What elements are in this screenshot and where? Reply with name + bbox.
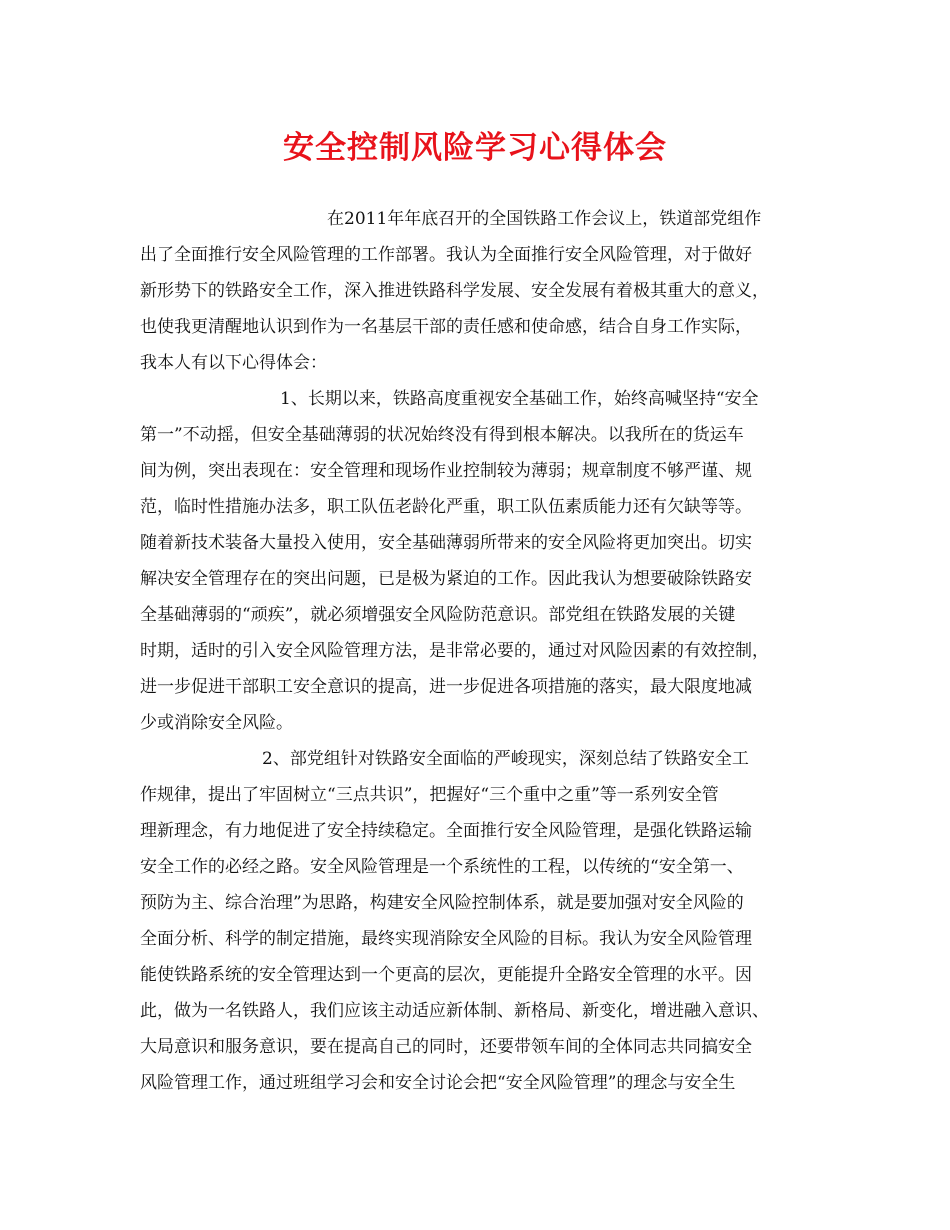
- paragraph-3-line-6: 全面分析、科学的制定措施，最终实现消除安全风险的目标。我认为安全风险管理: [140, 929, 752, 949]
- paragraph-2-line-4: 范，临时性措施办法多，职工队伍老龄化严重，职工队伍素质能力还有欠缺等等。: [140, 497, 752, 517]
- paragraph-3-line-3: 理新理念，有力地促进了安全持续稳定。全面推行安全风险管理，是强化铁路运输: [140, 821, 752, 841]
- paragraph-2-line-5: 随着新技术装备大量投入使用，安全基础薄弱所带来的安全风险将更加突出。切实: [140, 533, 752, 553]
- document-title: 安全控制风险学习心得体会: [283, 130, 667, 166]
- paragraph-1-line-4: 也使我更清醒地认识到作为一名基层干部的责任感和使命感，结合自身工作实际，: [140, 317, 752, 337]
- paragraph-1-line-2: 出了全面推行安全风险管理的工作部署。我认为全面推行安全风险管理，对于做好: [140, 245, 752, 265]
- paragraph-2-line-6: 解决安全管理存在的突出问题，已是极为紧迫的工作。因此我认为想要破除铁路安: [140, 569, 752, 589]
- paragraph-3-line-5: 预防为主、综合治理”为思路，构建安全风险控制体系，就是要加强对安全风险的: [140, 893, 744, 913]
- paragraph-3-line-1: 2、部党组针对铁路安全面临的严峻现实，深刻总结了铁路安全工: [262, 749, 749, 769]
- paragraph-1-line-1: 在2011年年底召开的全国铁路工作会议上，铁道部党组作: [327, 209, 762, 229]
- paragraph-2-line-10: 少或消除安全风险。: [140, 713, 293, 733]
- paragraph-2-line-1: 1、长期以来，铁路高度重视安全基础工作，始终高喊坚持“安全: [280, 389, 759, 409]
- paragraph-3-line-8: 此，做为一名铁路人，我们应该主动适应新体制、新格局、新变化，增进融入意识、: [140, 1001, 769, 1021]
- paragraph-2-line-2: 第一”不动摇，但安全基础薄弱的状况始终没有得到根本解决。以我所在的货运车: [140, 425, 744, 445]
- paragraph-2-line-3: 间为例，突出表现在：安全管理和现场作业控制较为薄弱；规章制度不够严谨、规: [140, 461, 752, 481]
- paragraph-2-line-9: 进一步促进干部职工安全意识的提高，进一步促进各项措施的落实，最大限度地减: [140, 677, 752, 697]
- paragraph-1-line-5: 我本人有以下心得体会：: [140, 353, 327, 373]
- paragraph-3-line-10: 风险管理工作，通过班组学习会和安全讨论会把“安全风险管理”的理念与安全生: [140, 1073, 736, 1093]
- paragraph-3-line-2: 作规律，提出了牢固树立“三点共识”，把握好“三个重中之重”等一系列安全管: [140, 785, 719, 805]
- paragraph-2-line-8: 时期，适时的引入安全风险管理方法，是非常必要的，通过对风险因素的有效控制，: [140, 641, 769, 661]
- paragraph-3-line-7: 能使铁路系统的安全管理达到一个更高的层次，更能提升全路安全管理的水平。因: [140, 965, 752, 985]
- paragraph-2-line-7: 全基础薄弱的“顽疾”，就必须增强安全风险防范意识。部党组在铁路发展的关键: [140, 605, 736, 625]
- paragraph-3-line-9: 大局意识和服务意识，要在提高自己的同时，还要带领车间的全体同志共同搞安全: [140, 1037, 752, 1057]
- paragraph-1-line-3: 新形势下的铁路安全工作，深入推进铁路科学发展、安全发展有着极其重大的意义，: [140, 281, 769, 301]
- paragraph-3-line-4: 安全工作的必经之路。安全风险管理是一个系统性的工程，以传统的“安全第一、: [140, 857, 744, 877]
